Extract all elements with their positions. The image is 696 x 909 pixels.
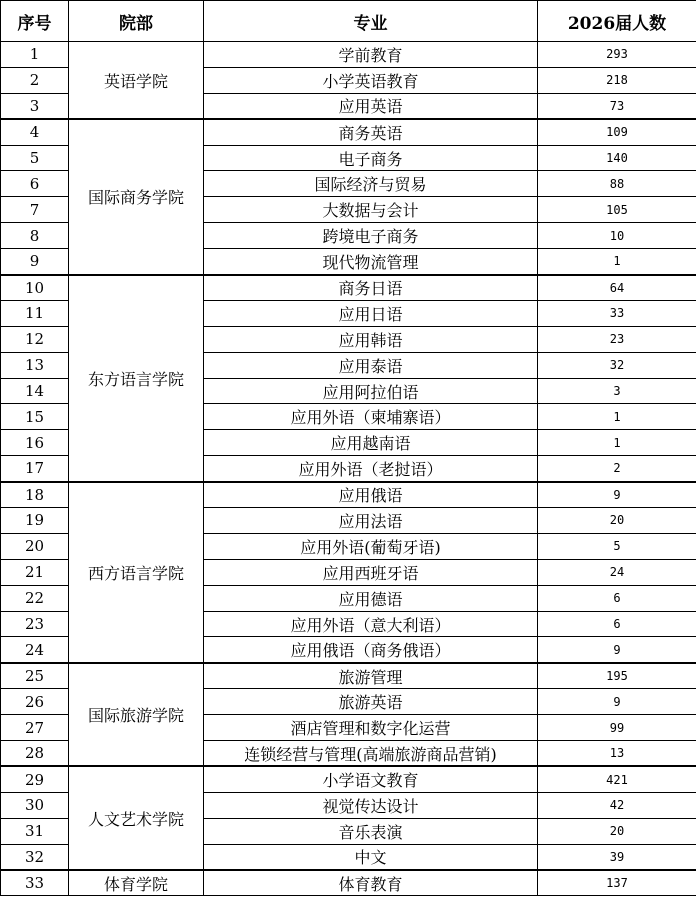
cell-major: 视觉传达设计: [204, 792, 538, 818]
cell-index: 20: [1, 533, 69, 559]
cell-count: 1: [538, 430, 696, 456]
cell-major: 大数据与会计: [204, 197, 538, 223]
cell-major: 应用西班牙语: [204, 559, 538, 585]
cell-major: 连锁经营与管理(高端旅游商品营销): [204, 741, 538, 767]
cell-major: 应用俄语（商务俄语）: [204, 637, 538, 663]
cell-count: 6: [538, 611, 696, 637]
cell-index: 3: [1, 93, 69, 119]
cell-major: 应用韩语: [204, 326, 538, 352]
cell-major: 酒店管理和数字化运营: [204, 715, 538, 741]
cell-major: 商务英语: [204, 119, 538, 145]
cell-index: 13: [1, 352, 69, 378]
cell-major: 应用越南语: [204, 430, 538, 456]
cell-major: 应用法语: [204, 508, 538, 534]
cell-count: 99: [538, 715, 696, 741]
cell-index: 31: [1, 818, 69, 844]
cell-count: 73: [538, 93, 696, 119]
cell-department: 国际旅游学院: [69, 663, 204, 767]
cell-count: 20: [538, 818, 696, 844]
cell-department: 英语学院: [69, 42, 204, 120]
cell-major: 旅游管理: [204, 663, 538, 689]
cell-major: 小学语文教育: [204, 766, 538, 792]
cell-index: 8: [1, 223, 69, 249]
cell-index: 14: [1, 378, 69, 404]
cell-index: 27: [1, 715, 69, 741]
cell-count: 10: [538, 223, 696, 249]
header-department: 院部: [69, 1, 204, 42]
cell-major: 应用外语(葡萄牙语): [204, 533, 538, 559]
cell-index: 7: [1, 197, 69, 223]
cell-index: 2: [1, 67, 69, 93]
cell-department: 国际商务学院: [69, 119, 204, 274]
cell-index: 12: [1, 326, 69, 352]
cell-major: 跨境电子商务: [204, 223, 538, 249]
cell-count: 9: [538, 637, 696, 663]
table-row: [1, 119, 696, 145]
cell-count: 33: [538, 300, 696, 326]
cell-major: 体育教育: [204, 870, 538, 896]
header-index: 序号: [1, 1, 69, 42]
cell-major: 应用德语: [204, 585, 538, 611]
cell-index: 18: [1, 482, 69, 508]
cell-index: 32: [1, 844, 69, 870]
cell-major: 应用外语（老挝语）: [204, 456, 538, 482]
cell-major: 应用泰语: [204, 352, 538, 378]
cell-major: 旅游英语: [204, 689, 538, 715]
cell-index: 25: [1, 663, 69, 689]
cell-count: 218: [538, 67, 696, 93]
cell-major: 应用日语: [204, 300, 538, 326]
cell-major: 商务日语: [204, 275, 538, 301]
cell-count: 3: [538, 378, 696, 404]
cell-index: 17: [1, 456, 69, 482]
cell-count: 9: [538, 482, 696, 508]
cell-index: 5: [1, 145, 69, 171]
cell-count: 13: [538, 741, 696, 767]
cell-count: 88: [538, 171, 696, 197]
cell-major: 应用俄语: [204, 482, 538, 508]
cell-count: 32: [538, 352, 696, 378]
cell-index: 10: [1, 275, 69, 301]
cell-major: 国际经济与贸易: [204, 171, 538, 197]
cell-major: 应用英语: [204, 93, 538, 119]
cell-index: 9: [1, 249, 69, 275]
cell-department: 东方语言学院: [69, 275, 204, 482]
cell-count: 6: [538, 585, 696, 611]
cell-index: 4: [1, 119, 69, 145]
cell-count: 39: [538, 844, 696, 870]
table-row: [1, 42, 696, 68]
cell-major: 中文: [204, 844, 538, 870]
cell-index: 23: [1, 611, 69, 637]
cell-index: 24: [1, 637, 69, 663]
cell-index: 21: [1, 559, 69, 585]
cell-major: 应用阿拉伯语: [204, 378, 538, 404]
cell-index: 26: [1, 689, 69, 715]
table-row: [1, 275, 696, 301]
cell-index: 28: [1, 741, 69, 767]
cell-major: 学前教育: [204, 42, 538, 68]
cell-department: 西方语言学院: [69, 482, 204, 663]
cell-count: 24: [538, 559, 696, 585]
cell-index: 1: [1, 42, 69, 68]
cell-department: 体育学院: [69, 870, 204, 896]
table-body: [1, 42, 696, 896]
cell-index: 30: [1, 792, 69, 818]
cell-index: 6: [1, 171, 69, 197]
cell-index: 11: [1, 300, 69, 326]
cell-count: 293: [538, 42, 696, 68]
cell-index: 33: [1, 870, 69, 896]
header-row: [1, 1, 696, 42]
cell-major: 音乐表演: [204, 818, 538, 844]
cell-count: 9: [538, 689, 696, 715]
table-row: [1, 663, 696, 689]
cell-count: 42: [538, 792, 696, 818]
cell-count: 109: [538, 119, 696, 145]
header-count: 2026届人数: [538, 1, 696, 42]
cell-department: 人文艺术学院: [69, 766, 204, 870]
cell-index: 16: [1, 430, 69, 456]
cell-major: 应用外语（意大利语）: [204, 611, 538, 637]
table-row: [1, 870, 696, 896]
cell-count: 1: [538, 249, 696, 275]
cell-major: 小学英语教育: [204, 67, 538, 93]
cell-count: 105: [538, 197, 696, 223]
header-major: 专业: [204, 1, 538, 42]
cell-count: 20: [538, 508, 696, 534]
cell-count: 140: [538, 145, 696, 171]
cell-count: 195: [538, 663, 696, 689]
cell-count: 2: [538, 456, 696, 482]
table-row: [1, 482, 696, 508]
cell-index: 22: [1, 585, 69, 611]
cell-count: 137: [538, 870, 696, 896]
cell-count: 421: [538, 766, 696, 792]
cell-major: 电子商务: [204, 145, 538, 171]
cell-count: 64: [538, 275, 696, 301]
cell-major: 现代物流管理: [204, 249, 538, 275]
cell-count: 5: [538, 533, 696, 559]
cell-index: 19: [1, 508, 69, 534]
table-row: [1, 766, 696, 792]
cell-count: 23: [538, 326, 696, 352]
cell-index: 15: [1, 404, 69, 430]
cell-count: 1: [538, 404, 696, 430]
cell-major: 应用外语（柬埔寨语）: [204, 404, 538, 430]
cell-index: 29: [1, 766, 69, 792]
